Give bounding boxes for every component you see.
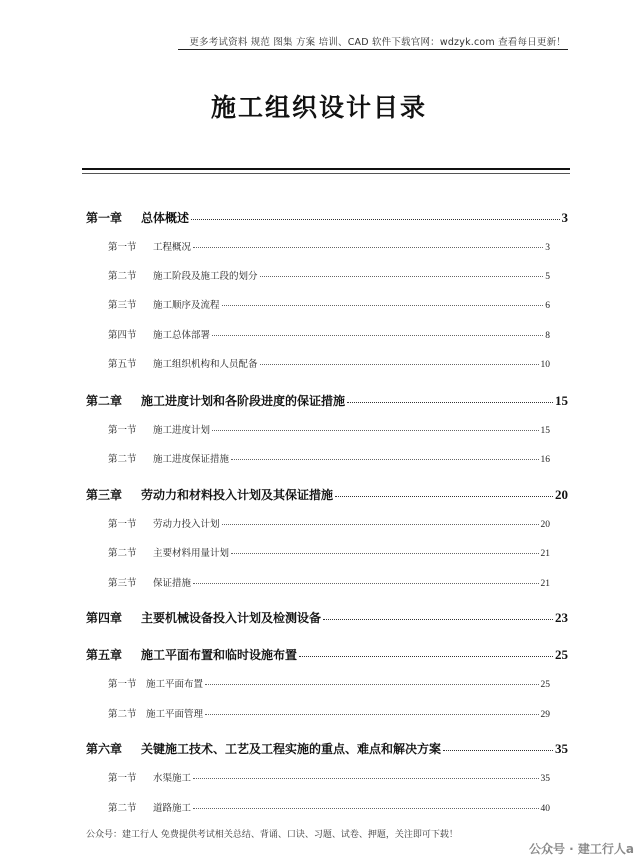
- toc-label: 施工平面布置和临时设施布置: [141, 648, 298, 662]
- toc-label: 主要机械设备投入计划及检测设备: [141, 611, 322, 625]
- toc-section-entry[interactable]: [108, 676, 550, 690]
- toc-chapter-entry[interactable]: [86, 392, 568, 409]
- toc-label: 道路施工: [153, 803, 192, 814]
- dot-leader: [323, 619, 553, 620]
- dot-leader: [347, 402, 553, 403]
- toc-page-number: 20: [540, 520, 550, 530]
- toc-page-number: 25: [555, 647, 568, 662]
- toc-section-entry[interactable]: [108, 575, 550, 589]
- toc-page-number: 16: [540, 455, 550, 465]
- toc-label: 施工总体部署: [153, 330, 211, 341]
- toc-label: 施工进度计划: [153, 425, 211, 436]
- toc-section-entry[interactable]: [108, 327, 550, 341]
- toc-number: 第三节: [108, 578, 137, 589]
- dot-leader: [193, 583, 538, 584]
- toc-section-entry[interactable]: [108, 268, 550, 282]
- toc-number: 第一节: [108, 425, 137, 436]
- toc-number: 第二节: [108, 454, 137, 465]
- header-rule: [178, 49, 568, 50]
- title-rule: [82, 168, 570, 170]
- toc-section-entry[interactable]: [108, 770, 550, 784]
- dot-leader: [260, 364, 539, 365]
- toc-label: 劳动力和材料投入计划及其保证措施: [141, 488, 334, 502]
- toc-label: 施工平面管理: [146, 709, 204, 720]
- dot-leader: [212, 430, 538, 431]
- toc-number: 第一章: [86, 211, 123, 225]
- toc-page-number: 29: [540, 710, 550, 720]
- toc-number: 第五节: [108, 359, 137, 370]
- toc-label: 关键施工技术、工艺及工程实施的重点、难点和解决方案: [141, 742, 442, 756]
- toc-page-number: 35: [540, 774, 550, 784]
- toc-section-entry[interactable]: [108, 545, 550, 559]
- toc-label: 施工进度计划和各阶段进度的保证措施: [141, 394, 346, 408]
- toc-label: 施工进度保证措施: [153, 454, 230, 465]
- toc-number: 第二节: [108, 271, 137, 282]
- toc-label: 施工顺序及流程: [153, 300, 220, 311]
- toc-number: 第六章: [86, 742, 123, 756]
- dot-leader: [222, 524, 539, 525]
- toc-number: 第二节: [108, 803, 137, 814]
- toc-number: 第一节: [108, 679, 137, 690]
- toc-chapter-entry[interactable]: [86, 209, 568, 226]
- page-title: 施工组织设计目录: [210, 93, 427, 122]
- toc-label: 施工平面布置: [146, 679, 204, 690]
- toc-page-number: 21: [540, 579, 550, 589]
- dot-leader: [231, 553, 538, 554]
- dot-leader: [260, 276, 544, 277]
- toc-page-number: 40: [540, 804, 550, 814]
- toc-number: 第一节: [108, 519, 137, 530]
- toc-section-entry[interactable]: [108, 356, 550, 370]
- toc-label: 施工阶段及施工段的划分: [153, 271, 258, 282]
- footer-note: 公众号：建工行人 免费提供考试相关总结、背诵、口诀、习题、试卷、押题，关注即可下载！: [86, 830, 458, 840]
- dot-leader: [222, 305, 544, 306]
- toc-section-entry[interactable]: [108, 451, 550, 465]
- toc-number: 第一节: [108, 242, 137, 253]
- dot-leader: [335, 496, 553, 497]
- dot-leader: [191, 219, 559, 220]
- toc-section-entry[interactable]: [108, 516, 550, 530]
- toc-page-number: 10: [540, 360, 550, 370]
- toc-label: 总体概述: [141, 211, 190, 225]
- toc-page-number: 25: [540, 680, 550, 690]
- dot-leader: [299, 656, 553, 657]
- toc-number: 第二节: [108, 709, 137, 720]
- toc-number: 第三章: [86, 488, 123, 502]
- toc-label: 工程概况: [153, 242, 192, 253]
- toc-chapter-entry[interactable]: [86, 740, 568, 757]
- toc-page-number: 8: [545, 331, 550, 341]
- toc-page-number: 35: [555, 741, 568, 756]
- toc-number: 第三节: [108, 300, 137, 311]
- toc-page-number: 21: [540, 549, 550, 559]
- toc-number: 第四章: [86, 611, 123, 625]
- toc-chapter-entry[interactable]: [86, 486, 568, 503]
- watermark: 公众号 · 建工行人a: [528, 842, 634, 856]
- dot-leader: [193, 778, 538, 779]
- dot-leader: [231, 459, 538, 460]
- toc-page-number: 20: [555, 487, 568, 502]
- toc-number: 第五章: [86, 648, 123, 662]
- dot-leader: [205, 714, 538, 715]
- toc-label: 主要材料用量计划: [153, 548, 230, 559]
- toc-section-entry[interactable]: [108, 706, 550, 720]
- toc-number: 第二章: [86, 394, 123, 408]
- toc-section-entry[interactable]: [108, 800, 550, 814]
- toc-section-entry[interactable]: [108, 239, 550, 253]
- header-note: 更多考试资料 规范 图集 方案 培训、CAD 软件下载官网：wdzyk.com 查看每日更新！: [189, 37, 566, 48]
- toc-label: 水渠施工: [153, 773, 192, 784]
- toc-chapter-entry[interactable]: [86, 646, 568, 663]
- toc-label: 保证措施: [153, 578, 192, 589]
- toc-number: 第一节: [108, 773, 137, 784]
- toc-number: 第二节: [108, 548, 137, 559]
- toc-page-number: 23: [555, 610, 568, 625]
- toc-page-number: 3: [545, 243, 550, 253]
- toc-number: 第四节: [108, 330, 137, 341]
- dot-leader: [193, 247, 543, 248]
- dot-leader: [205, 684, 538, 685]
- toc-page-number: 3: [561, 210, 568, 225]
- dot-leader: [443, 750, 553, 751]
- dot-leader: [193, 808, 538, 809]
- toc-page-number: 6: [545, 301, 550, 311]
- toc-label: 施工组织机构和人员配备: [153, 359, 258, 370]
- title-rule-thin: [82, 173, 570, 174]
- toc-chapter-entry[interactable]: [86, 609, 568, 626]
- toc-page-number: 15: [555, 393, 568, 408]
- toc-page-number: 5: [545, 272, 550, 282]
- toc-section-entry[interactable]: [108, 297, 550, 311]
- toc-page-number: 15: [540, 426, 550, 436]
- toc-section-entry[interactable]: [108, 422, 550, 436]
- toc-label: 劳动力投入计划: [153, 519, 220, 530]
- dot-leader: [212, 335, 543, 336]
